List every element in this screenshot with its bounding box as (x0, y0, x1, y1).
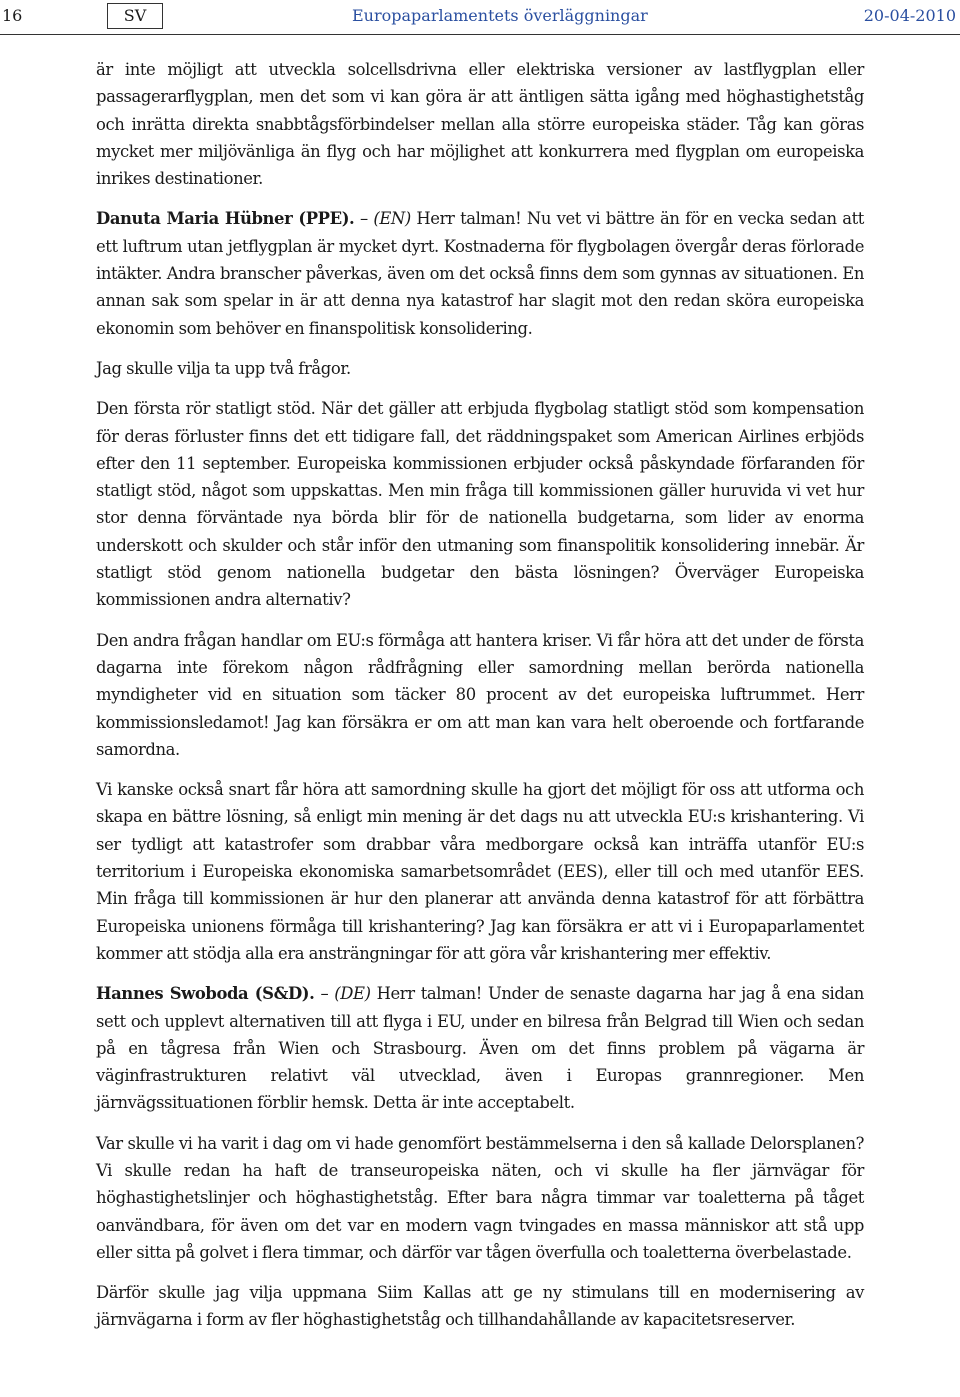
document-body (96, 56, 864, 1347)
dash: – (314, 984, 335, 1004)
dash: – (354, 209, 374, 229)
page-header (0, 0, 960, 35)
language-code: (EN) (373, 209, 411, 229)
paragraph-7: Hannes Swoboda (S&D). – (DE) Herr talman! Under de senaste dagarna har jag å ena sidan sett och upplevt alternativen till att flyga i EU, under en bilresa från Belgrad till Wien och sedan på en tågresa från Wien och Strasbourg. Även om det finns problem på vägarna är väginfrastrukturen relativt väl utvecklad, även i Europas grannregioner. Men järnvägssituationen förblir hemsk. Detta är inte acceptabelt. (96, 984, 864, 1113)
paragraph-2: Danuta Maria Hübner (PPE). – (EN) Herr talman! Nu vet vi bättre än för en vecka sedan att ett luftrum utan jetflygplan är mycket dyrt. Kostnaderna för flygbolagen övergår deras förlorade intäkter. Andra branscher påverkas, även om det också finns dem som gynnas av situationen. En annan sak som spelar in är att denna nya katastrof har slagit mot den redan sköra europeiska ekonomin som behöver en finanspolitisk konsolidering. (96, 209, 864, 338)
speaker-name: Danuta Maria Hübner (PPE). (96, 209, 355, 229)
paragraph-4: Den första rör statligt stöd. När det gäller att erbjuda flygbolag statligt stöd som kompensation för deras förluster finns det ett tidigare fall, det räddningspaket som American Airlines erbjöds efter den 11 september. Europeiska kommissionen erbjuder också påskyndade förfaranden för statligt stöd, något som uppskattas. Men min fråga till kommissionen gäller huruvida vi vet hur stor denna förväntade nya börda blir för de nationella budgetarna, som lider av enorma underskott och skulder och står inför den utmaning som finanspolitik konsolidering innebär. Är statligt stöd genom nationella budgetar den bästa lösningen? Överväger Europeiska kommissionen andra alternativ? (96, 399, 864, 610)
paragraph-9: Därför skulle jag vilja uppmana Siim Kallas att ge ny stimulans till en modernisering av järnvägarna i form av fler höghastighetståg och tillhandahållande av kapacitetsreserver. (96, 1283, 864, 1330)
language-badge: SV (107, 3, 163, 29)
document-date: 20-04-2010 (863, 6, 956, 25)
paragraph-8: Var skulle vi ha varit i dag om vi hade genomfört bestämmelserna i den så kallade Delorsplanen? Vi skulle redan ha haft de transeuropeiska näten, och vi skulle ha fler järnvägar för höghastighetslinjer och höghastighetståg. Efter bara några timmar var toaletterna på tåget oanvändbara, för även om det var en modern vagn tvingades en massa människor att stå upp eller sitta på golvet i flera timmar, och därför var tågen överfulla och toaletterna överbelastade. (96, 1133, 864, 1262)
language-code: (DE) (334, 984, 371, 1004)
speaker-name: Hannes Swoboda (S&D). (96, 984, 315, 1004)
paragraph-3: Jag skulle vilja ta upp två frågor. (96, 358, 351, 378)
paragraph-1: är inte möjligt att utveckla solcellsdrivna eller elektriska versioner av lastflygplan eller passagerarflygplan, men det som vi kan göra är att äntligen sätta igång med höghastighetståg och inrätta direkta snabbtågsförbindelser mellan alla större europeiska städer. Tåg kan göras mycket mer miljövänliga än flyg och har möjlighet att konkurrera med flygplan om europeiska inrikes destinationer. (96, 60, 864, 189)
document-title: Europaparlamentets överläggningar (352, 6, 648, 25)
paragraph-5: Den andra frågan handlar om EU:s förmåga att hantera kriser. Vi får höra att det under de första dagarna inte förekom någon rådfrågning eller samordning mellan berörda nationella myndigheter vid en situation som täcker 80 procent av det europeiska luftrummet. Herr kommissionsledamot! Jag kan försäkra er om att man kan vara helt oberoende och fortfarande samordna. (96, 630, 864, 759)
page-number: 16 (2, 6, 23, 25)
paragraph-6: Vi kanske också snart får höra att samordning skulle ha gjort det möjligt för oss att utforma och skapa en bättre lösning, så enligt min mening är det dags nu att utveckla EU:s krishantering. Vi ser tydligt att katastrofer som drabbar våra medborgare också kan inträffa utanför EU:s territorium i Europeiska ekonomiska samarbetsområdet (EES), eller till och med utanför EES. Min fråga till kommissionen är hur den planerar att använda denna katastrof för att förbättra Europeiska unionens förmåga till krishantering? Jag kan försäkra er att vi i Europaparlamentet kommer att stödja alla era ansträngningar för att göra vår krishantering mer effektiv. (96, 780, 864, 963)
